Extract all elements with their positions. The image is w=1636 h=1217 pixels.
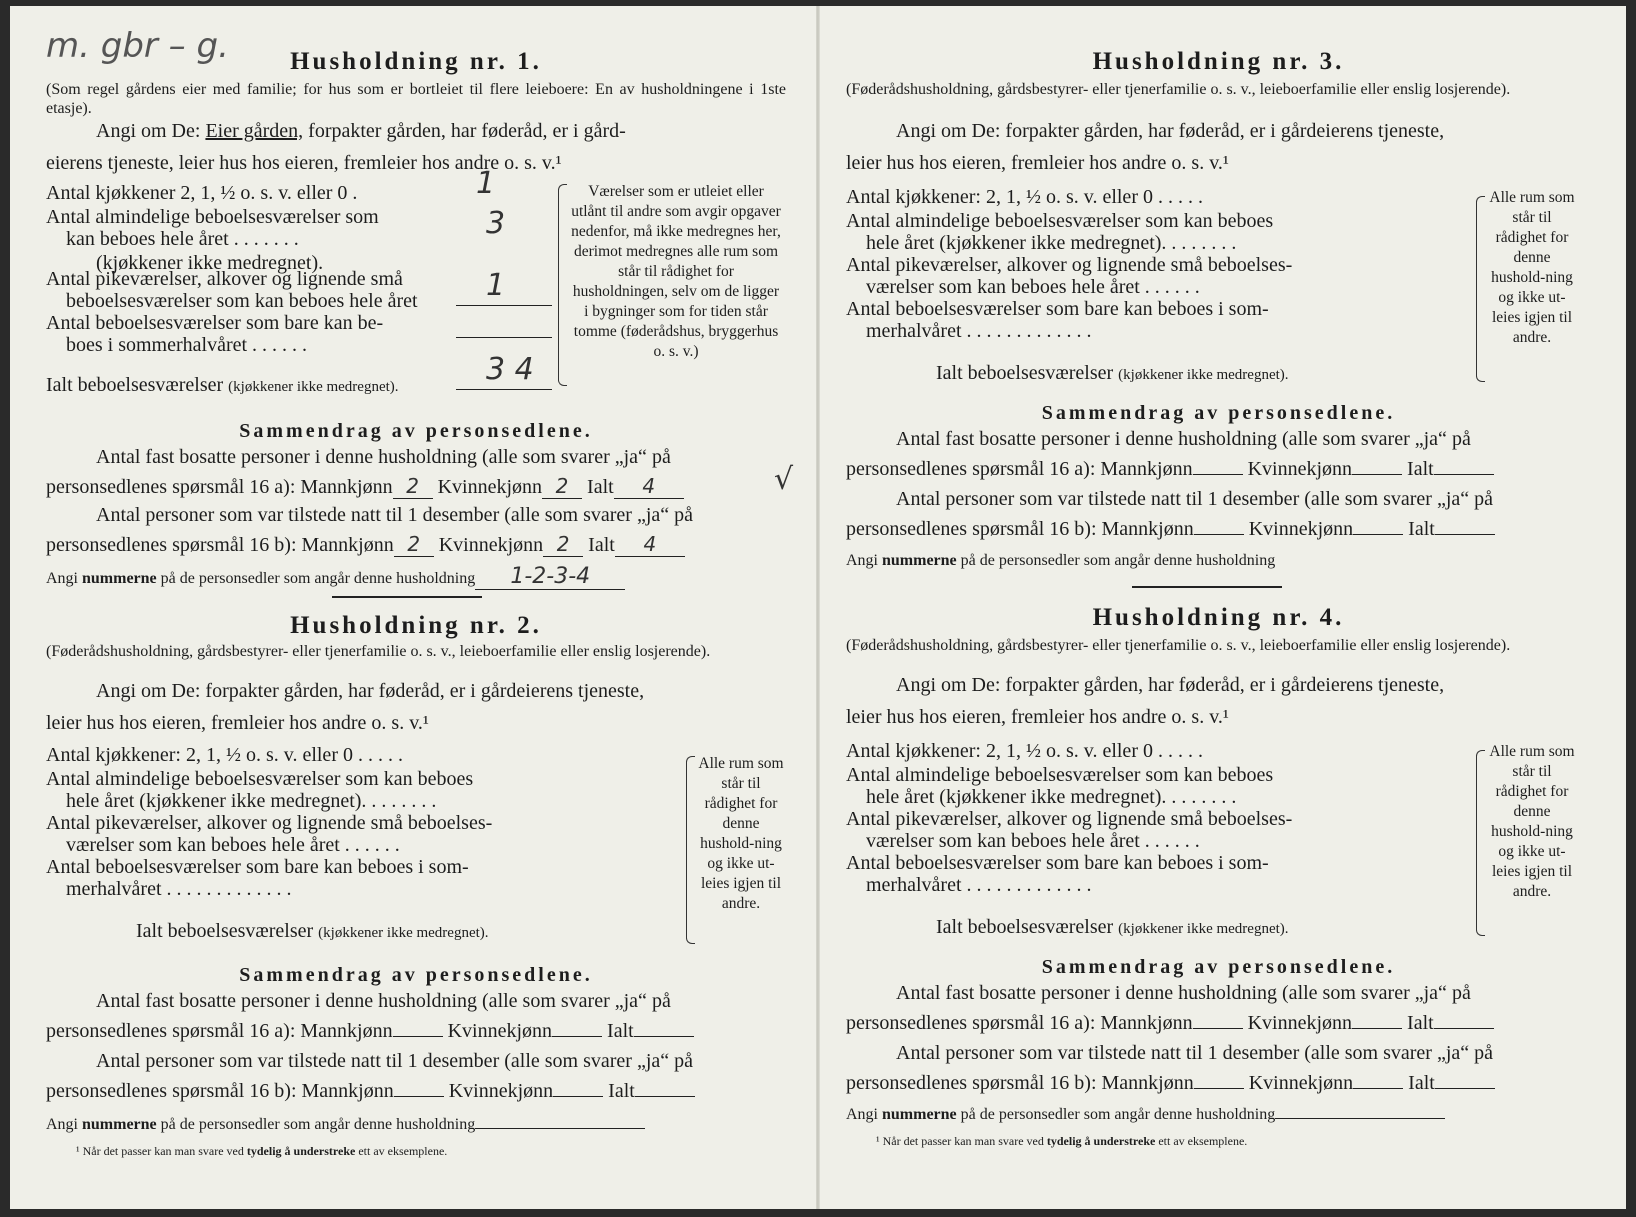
total-16a-field[interactable] (634, 1036, 694, 1037)
household-1-note: (Som regel gårdens eier med familie; for hus som er bortleiet til flere leieboere: En av husholdningene i 1ste etasje). (46, 81, 786, 117)
male-16a-field[interactable] (393, 1036, 443, 1037)
rooms-side-note: Alle rum som står til rådighet for denne hushold-ning og ikke ut-leies igjen til andre. (1489, 189, 1575, 346)
footnote: ¹ Når det passer kan man svare ved tydelig å understreke ett av eksemplene. (76, 1144, 448, 1158)
maid-rooms-label: Antal pikeværelser, alkover og lignende små beboelses- (846, 254, 1293, 276)
ordinary-rooms-label-2: kan beboes hele året . . . . . . . (66, 228, 299, 250)
maid-rooms-label-2: beboelsesværelser som kan beboes hele året (66, 290, 418, 312)
angi-line-3: Angi om De: forpakter gården, har føderåd, er i gårdeierens tjeneste, (96, 680, 645, 702)
total-16b-value[interactable]: 4 (615, 532, 685, 557)
summary-1-line-a: Antal fast bosatte personer i denne husholdning (alle som svarer „ja“ på (96, 446, 671, 468)
household-4-note: (Føderådshusholdning, gårdsbestyrer- eller tjenerfamilie o. s. v., leieboerfamilie eller enslig losjerende). (846, 637, 1511, 654)
rooms-side-note: Alle rum som står til rådighet for denne hushold-ning og ikke ut-leies igjen til andre. (1489, 743, 1575, 900)
female-16a-value[interactable]: 2 (542, 474, 582, 499)
ordinary-rooms-value[interactable]: 3 (486, 206, 506, 241)
total-16b-field[interactable] (1435, 1088, 1495, 1089)
summary-3-16b: personsedlenes spørsmål 16 b): Mannkjønn Kvinnekjønn Ialt (846, 518, 1591, 541)
summer-rooms-label: Antal beboelsesværelser som bare kan beboes i som- (846, 852, 1269, 874)
male-16b-field[interactable] (394, 1096, 444, 1097)
maid-rooms-label: Antal pikeværelser, alkover og lignende små beboelses- (846, 808, 1293, 830)
page-fold (816, 6, 820, 1209)
male-16b-value[interactable]: 2 (394, 532, 434, 557)
rule (456, 389, 552, 390)
maid-rooms-label-2: værelser som kan beboes hele året . . . . . . (66, 834, 400, 856)
total-rooms-label: Ialt beboelsesværelser (kjøkkener ikke medregnet). (46, 374, 399, 396)
summary-2-line-b: Antal personer som var tilstede natt til 1 desember (alle som svarer „ja“ på (96, 1050, 694, 1072)
heading-household-1: Husholdning nr. 1. (290, 48, 542, 75)
ordinary-rooms-label-2: hele året (kjøkkener ikke medregnet). . . . . . . . (866, 786, 1237, 808)
angi-line-1: Angi om De: Eier gården, forpakter gården, har føderåd, er i gård- (96, 120, 626, 142)
summary-3-line-a: Antal fast bosatte personer i denne husholdning (alle som svarer „ja“ på (896, 428, 1471, 450)
maid-rooms-label-2: værelser som kan beboes hele året . . . . . . (866, 830, 1200, 852)
total-rooms-label: Ialt beboelsesværelser (kjøkkener ikke medregnet). (936, 916, 1289, 938)
female-16b-field[interactable] (1353, 534, 1403, 535)
angi-line-2: eierens tjeneste, leier hus hos eieren, fremleier hos andre o. s. v.¹ (46, 152, 562, 174)
angi-line-8: leier hus hos eieren, fremleier hos andre o. s. v.¹ (846, 706, 1229, 728)
summary-4-line-a: Antal fast bosatte personer i denne husholdning (alle som svarer „ja“ på (896, 982, 1471, 1004)
summary-heading-3: Sammendrag av personsedlene. (1041, 402, 1396, 424)
check-mark: √ (774, 462, 794, 497)
left-page (46, 6, 794, 1209)
form-sheet (10, 6, 1626, 1209)
male-16a-value[interactable]: 2 (393, 474, 433, 499)
summer-rooms-label-2: merhalvåret . . . . . . . . . . . . . (866, 874, 1092, 896)
summary-2-16b: personsedlenes spørsmål 16 b): Mannkjønn Kvinnekjønn Ialt (46, 1080, 786, 1103)
total-16a-field[interactable] (1434, 474, 1494, 475)
footnote: ¹ Når det passer kan man svare ved tydelig å understreke ett av eksemplene. (876, 1134, 1248, 1148)
section-divider (1132, 586, 1282, 588)
handwritten-note: m. gbr – g. (46, 26, 229, 66)
male-16a-field[interactable] (1193, 474, 1243, 475)
female-16b-field[interactable] (1353, 1088, 1403, 1089)
total-rooms-value[interactable]: 3 4 (486, 352, 534, 387)
angi-line-6: leier hus hos eieren, fremleier hos andre o. s. v.¹ (846, 152, 1229, 174)
brace (558, 184, 567, 386)
angi-line-4: leier hus hos eieren, fremleier hos andre o. s. v.¹ (46, 712, 429, 734)
summary-heading-4: Sammendrag av personsedlene. (1041, 956, 1396, 978)
summary-4-line-b: Antal personer som var tilstede natt til 1 desember (alle som svarer „ja“ på (896, 1042, 1494, 1064)
kitchens-label: Antal kjøkkener: 2, 1, ½ o. s. v. eller 0 . . . . . (46, 744, 403, 766)
summary-3-numbers: Angi nummerne på de personsedler som angår denne husholdning (846, 552, 1276, 569)
brace (686, 756, 695, 944)
rule (456, 337, 552, 338)
maid-rooms-label: Antal pikeværelser, alkover og lignende små (46, 268, 403, 290)
maid-rooms-label-2: værelser som kan beboes hele året . . . . . . (866, 276, 1200, 298)
heading-household-2: Husholdning nr. 2. (290, 612, 542, 639)
summary-4-16a: personsedlenes spørsmål 16 a): Mannkjønn Kvinnekjønn Ialt (846, 1012, 1591, 1035)
summer-rooms-label: Antal beboelsesværelser som bare kan be- (46, 312, 384, 334)
household-2-note: (Føderådshusholdning, gårdsbestyrer- eller tjenerfamilie o. s. v., leieboerfamilie eller enslig losjerende). (46, 643, 711, 660)
summary-4-16b: personsedlenes spørsmål 16 b): Mannkjønn Kvinnekjønn Ialt (846, 1072, 1591, 1095)
summary-3-16a: personsedlenes spørsmål 16 a): Mannkjønn Kvinnekjønn Ialt (846, 458, 1591, 481)
summary-3-line-b: Antal personer som var tilstede natt til 1 desember (alle som svarer „ja“ på (896, 488, 1494, 510)
kitchens-label: Antal kjøkkener 2, 1, ½ o. s. v. eller 0 . (46, 182, 358, 204)
summary-1-numbers: Angi nummerne på de personsedler som angår denne husholdning 1-2-3-4 (46, 564, 786, 590)
summary-heading-1: Sammendrag av personsedlene. (239, 420, 593, 442)
female-16a-field[interactable] (1352, 1028, 1402, 1029)
rooms-side-note: Alle rum som står til rådighet for denne hushold-ning og ikke ut-leies igjen til andre. (698, 755, 784, 912)
female-16b-field[interactable] (553, 1096, 603, 1097)
section-divider (332, 596, 482, 598)
maid-rooms-label: Antal pikeværelser, alkover og lignende små beboelses- (46, 812, 493, 834)
ordinary-rooms-label: Antal almindelige beboelsesværelser som kan beboes (846, 764, 1274, 786)
ordinary-rooms-label-2: hele året (kjøkkener ikke medregnet). . . . . . . . (66, 790, 437, 812)
female-16a-field[interactable] (552, 1036, 602, 1037)
ordinary-rooms-label-2: hele året (kjøkkener ikke medregnet). . . . . . . . (866, 232, 1237, 254)
kitchens-excluded-note: (kjøkkener ikke medregnet). (96, 252, 324, 274)
total-rooms-label: Ialt beboelsesværelser (kjøkkener ikke medregnet). (936, 362, 1289, 384)
ordinary-rooms-label: Antal almindelige beboelsesværelser som kan beboes (46, 768, 474, 790)
brace (1476, 196, 1485, 382)
person-numbers-field[interactable] (1275, 1118, 1445, 1119)
total-16b-field[interactable] (635, 1096, 695, 1097)
person-numbers-field[interactable] (475, 1128, 645, 1129)
angi-line-7: Angi om De: forpakter gården, har føderåd, er i gårdeierens tjeneste, (896, 674, 1445, 696)
male-16a-field[interactable] (1193, 1028, 1243, 1029)
ordinary-rooms-label: Antal almindelige beboelsesværelser som (46, 206, 379, 228)
female-16b-value[interactable]: 2 (543, 532, 583, 557)
summary-heading-2: Sammendrag av personsedlene. (239, 964, 593, 986)
summary-2-numbers: Angi nummerne på de personsedler som angår denne husholdning (46, 1116, 786, 1134)
right-page (846, 6, 1591, 1209)
male-16b-field[interactable] (1194, 534, 1244, 535)
summary-2-line-a: Antal fast bosatte personer i denne husholdning (alle som svarer „ja“ på (96, 990, 671, 1012)
rule (456, 305, 552, 306)
kitchens-label: Antal kjøkkener: 2, 1, ½ o. s. v. eller 0 . . . . . (846, 186, 1203, 208)
female-16a-field[interactable] (1352, 474, 1402, 475)
household-3-note: (Føderådshusholdning, gårdsbestyrer- eller tjenerfamilie o. s. v., leieboerfamilie eller enslig losjerende). (846, 81, 1511, 98)
rooms-side-note: Værelser som er utleiet eller utlånt til andre som avgir opgaver nedenfor, må ikke medregnes her, derimot medregnes alle rum som står til rådighet for husholdningen, selv om de ligger i bygninger som for tiden står tomme (føderådshus, bryggerhus o. s. v.) (571, 183, 781, 360)
summary-1-16b: personsedlenes spørsmål 16 b): Mannkjønn 2 Kvinnekjønn 2 Ialt 4 (46, 532, 786, 557)
male-16b-field[interactable] (1194, 1088, 1244, 1089)
brace (1476, 750, 1485, 936)
total-16b-field[interactable] (1435, 534, 1495, 535)
maid-rooms-value[interactable]: 1 (486, 268, 506, 303)
summer-rooms-label-2: boes i sommerhalvåret . . . . . . (66, 334, 308, 356)
person-numbers-value[interactable]: 1-2-3-4 (475, 564, 625, 590)
selected-option: Eier gården, (205, 120, 304, 142)
angi-line-5: Angi om De: forpakter gården, har føderåd, er i gårdeierens tjeneste, (896, 120, 1445, 142)
summary-2-16a: personsedlenes spørsmål 16 a): Mannkjønn Kvinnekjønn Ialt (46, 1020, 786, 1043)
total-rooms-label: Ialt beboelsesværelser (kjøkkener ikke medregnet). (136, 920, 489, 942)
total-16a-field[interactable] (1434, 1028, 1494, 1029)
summary-4-numbers: Angi nummerne på de personsedler som angår denne husholdning (846, 1106, 1591, 1124)
heading-household-3: Husholdning nr. 3. (1092, 48, 1345, 75)
summary-1-line-b: Antal personer som var tilstede natt til 1 desember (alle som svarer „ja“ på (96, 504, 694, 526)
heading-household-4: Husholdning nr. 4. (1092, 604, 1345, 631)
summer-rooms-label-2: merhalvåret . . . . . . . . . . . . . (866, 320, 1092, 342)
summer-rooms-label: Antal beboelsesværelser som bare kan beboes i som- (846, 298, 1269, 320)
summer-rooms-label: Antal beboelsesværelser som bare kan beboes i som- (46, 856, 469, 878)
summer-rooms-label-2: merhalvåret . . . . . . . . . . . . . (66, 878, 292, 900)
kitchens-value[interactable]: 1 (476, 166, 496, 201)
summary-1-16a: personsedlenes spørsmål 16 a): Mannkjønn 2 Kvinnekjønn 2 Ialt 4 (46, 474, 786, 499)
ordinary-rooms-label: Antal almindelige beboelsesværelser som kan beboes (846, 210, 1274, 232)
total-16a-value[interactable]: 4 (614, 474, 684, 499)
kitchens-label: Antal kjøkkener: 2, 1, ½ o. s. v. eller 0 . . . . . (846, 740, 1203, 762)
